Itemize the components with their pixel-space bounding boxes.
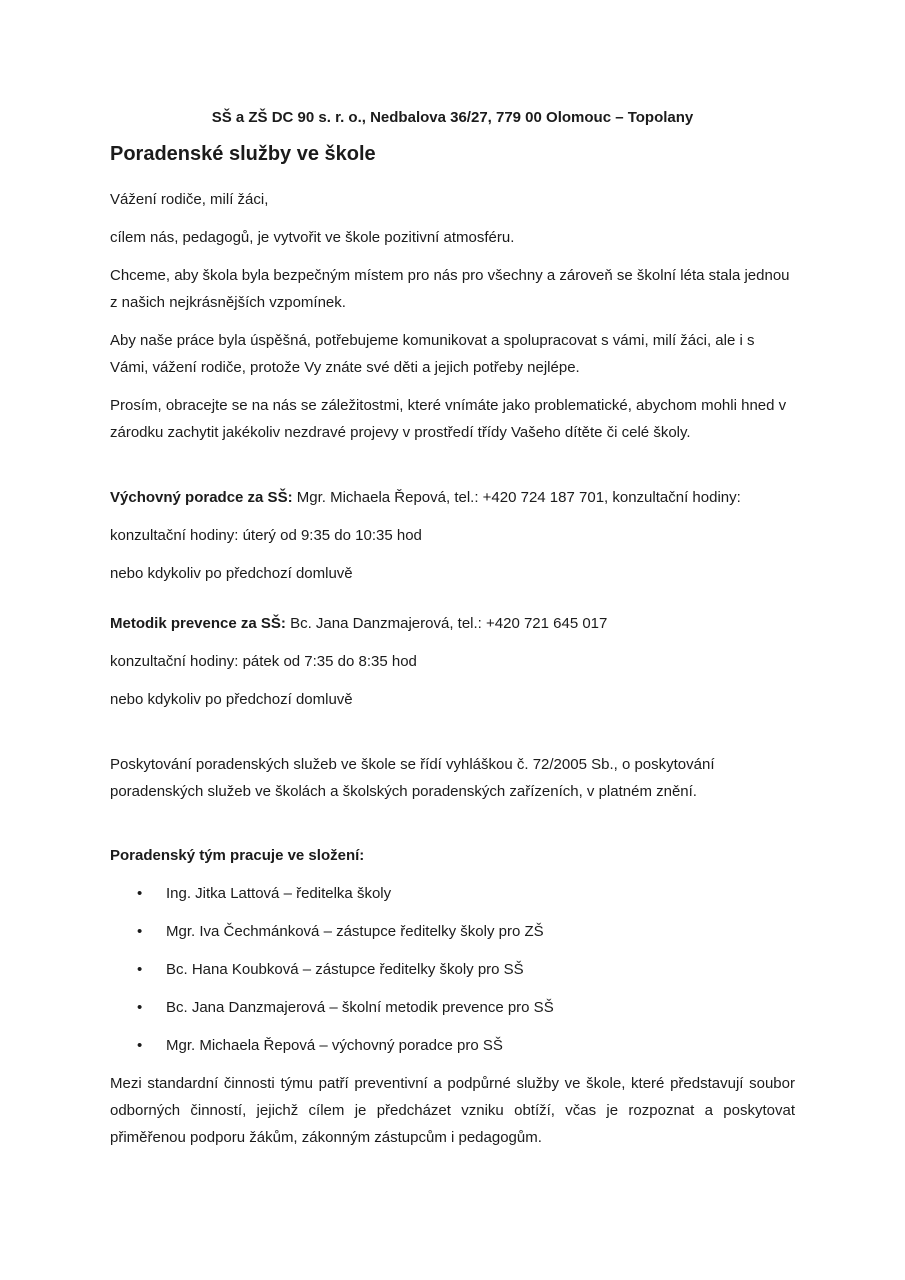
contact-prevention-hours: konzultační hodiny: pátek od 7:35 do 8:35 hod [110,653,417,670]
team-member-deputy-zs: • Mgr. Iva Čechmánková – zástupce ředitelky školy pro ZŠ [110,918,795,945]
document-title: Poradenské služby ve škole [110,143,376,165]
intro-paragraph-goal: cílem nás, pedagogů, je vytvořit ve škole pozitivní atmosféru. [110,229,515,246]
contact-prevention-label: Metodik prevence za SŠ: [110,615,286,632]
contact-prevention-note: nebo kdykoliv po předchozí domluvě [110,691,353,708]
blank-line [110,724,795,751]
blank-line [110,816,795,842]
regulation-paragraph: Poskytování poradenských služeb ve škole se řídí vyhláškou č. 72/2005 Sb., o poskytování poradenských služeb ve školách a školských poradenských zařízeních, v platném znění. [110,756,715,800]
team-member-prevention: • Bc. Jana Danzmajerová – školní metodik prevence pro SŠ [110,994,795,1021]
team-list [110,880,795,1059]
team-heading: Poradenský tým pracuje ve složení: [110,847,365,864]
team-member-counselor: • Mgr. Michaela Řepová – výchovný poradce pro SŠ [110,1032,795,1059]
contact-counselor-detail: Mgr. Michaela Řepová, tel.: +420 724 187 701, konzultační hodiny: [292,489,741,506]
contact-prevention-detail: Bc. Jana Danzmajerová, tel.: +420 721 645 017 [285,615,608,632]
contact-counselor-note: nebo kdykoliv po předchozí domluvě [110,565,353,582]
intro-paragraph-safe-place: Chceme, aby škola byla bezpečným místem pro nás pro všechny a zároveň se školní léta stala jednou z našich nejkrásnějších vzpomínek. [110,267,790,311]
team-member-director: • Ing. Jitka Lattová – ředitelka školy [110,880,795,907]
intro-paragraph-cooperation: Aby naše práce byla úspěšná, potřebujeme komunikovat a spolupracovat s vámi, milí žáci, ale i s Vámi, vážení rodiče, protože Vy znáte své děti a jejich potřeby nejlépe. [110,332,755,376]
contact-counselor-label: Výchovný poradce za SŠ: [110,489,293,506]
contact-prevention-heading [110,610,795,637]
contact-counselor-hours: konzultační hodiny: úterý od 9:35 do 10:35 hod [110,527,422,544]
closing-paragraph: Mezi standardní činnosti týmu patří preventivní a podpůrné služby ve škole, které představují soubor odborných činností, jejichž cílem je předcházet vzniku obtíží, včas je rozpoznat a poskytovat přiměřenou podporu žákům, zákonným zástupcům i pedagogům. [110,1075,795,1146]
team-member-deputy-ss: • Bc. Hana Koubková – zástupce ředitelky školy pro SŠ [110,956,795,983]
contact-counselor-heading [110,484,795,511]
intro-paragraph-request: Prosím, obracejte se na nás se záležitostmi, které vnímáte jako problematické, abychom mohli hned v zárodku zachytit jakékoliv nezdravé projevy v prostředí třídy Vašeho dítěte či celé školy. [110,397,787,441]
blank-line [110,598,795,610]
blank-line [110,457,795,484]
intro-paragraph-salutation: Vážení rodiče, milí žáci, [110,191,269,208]
document-header: SŠ a ZŠ DC 90 s. r. o., Nedbalova 36/27, 779 00 Olomouc – Topolany [211,109,694,126]
